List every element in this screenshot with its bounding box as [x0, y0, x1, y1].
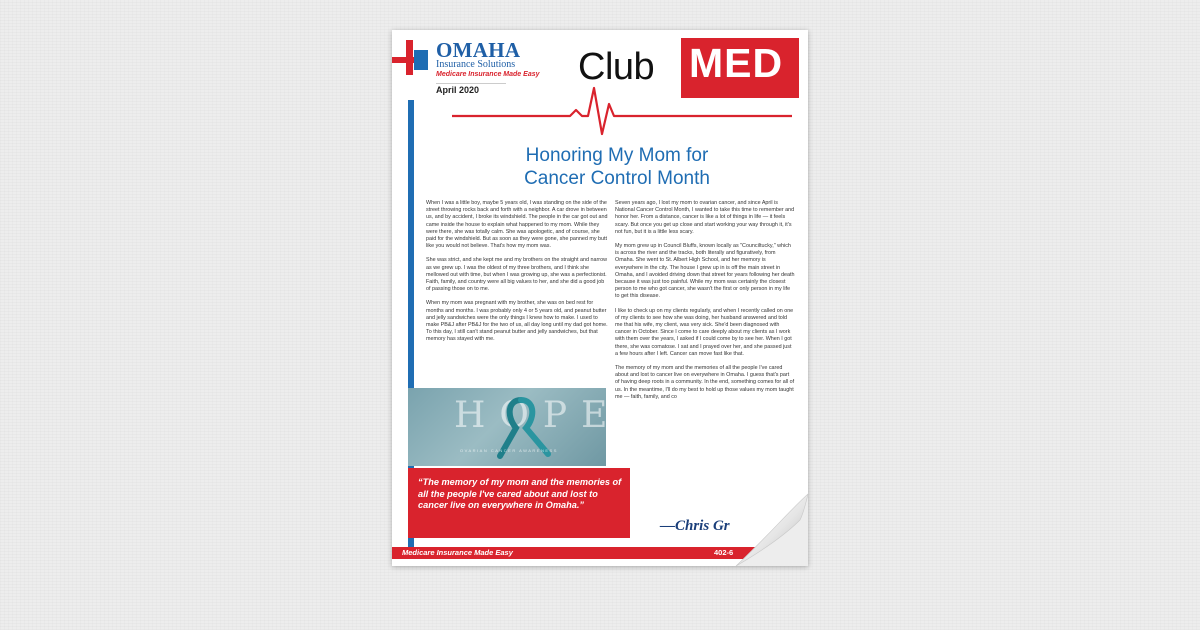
logo-subtitle: Insurance Solutions — [436, 59, 516, 70]
paragraph: She was strict, and she kept me and my brothers on the straight and narrow as we grew up. I was the oldest of my three brothers, and I think she mellowed out with time, but when I was growing up, she was a perfectionist. Faith, family, and country were all big values to her, and she did a good job of passing those on to me. — [426, 257, 607, 293]
divider — [436, 83, 506, 84]
headline-line-2: Cancer Control Month — [524, 168, 710, 189]
paragraph: When I was a little boy, maybe 5 years old, I was standing on the side of the street throwing rocks back and forth with a neighbor. A car drove in between us, and by accident, I broke its windshield. The people in the car got out and came inside the house to explain what happened to my mom. While they were there, she was totally calm. She was apologetic, and of course, she paid for the windshield. But as soon as they were gone, she panned my butt like you would not believe. That's how my mom was. — [426, 200, 608, 250]
hope-caption: OVARIAN CANCER AWARENESS — [460, 448, 558, 453]
article-column-left — [426, 200, 608, 351]
masthead-med: MED — [689, 40, 784, 86]
article-column-right — [615, 200, 795, 408]
paragraph: I like to check up on my clients regularly, and when I recently called on one of my clients to see how she was doing, her husband answered and told me that his wife, my client, was very sick. She'd been diagnosed with cancer in October. Since I come to care deeply about my clients as I work with them over the years, I asked if I could come by to see her. When I got there, she was comatose. I sat and I prayed over her, and she passed just a few hours after I left. Cancer can move fast like that. — [615, 307, 794, 357]
logo-blue-block — [414, 50, 428, 70]
hope-word: HOPE — [454, 395, 622, 436]
issue-date: April 2020 — [436, 85, 480, 95]
logo-name: OMAHA — [436, 38, 521, 62]
paragraph: The memory of my mom and the memories of all the people I've cared about and lost to cancer live on everywhere in Omaha. I guess that's part of having deep roots in a community. In the end, something comes for all of us. In the meantime, I'll do my best to hold up those values my mom taught me — faith, family, and co — [615, 365, 795, 400]
pull-quote-text: “The memory of my mom and the memories of all the people I've cared about and lost to cancer live on everywhere in Omaha.” — [418, 477, 622, 510]
page-curl-icon — [730, 490, 808, 566]
pull-quote — [408, 468, 630, 538]
hope-ribbon-image — [408, 388, 622, 466]
footer-phone: 402-6 — [714, 548, 734, 557]
paragraph: When my mom was pregnant with my brother, she was on bed rest for months and months. I was probably only 4 or 5 years old, and peanut butter and jelly sandwiches were the only things I knew how to make. I used to make PB&J after PB&J for the two of us, all day long until my dad got home. To this day, I still can't stand peanut butter and jelly sandwiches, but that memory has stayed with me. — [426, 300, 608, 343]
footer-tagline: Medicare Insurance Made Easy — [402, 548, 513, 557]
paragraph: Seven years ago, I lost my mom to ovarian cancer, and since April is National Cancer Control Month, I wanted to take this time to remember and honor her. From a distance, cancer is like a lot of things in life — it feels scary. But once you get up close and start working your way through it, it's not fun, but it is a little less scary. — [615, 200, 795, 235]
newsletter-page — [392, 30, 808, 566]
heartbeat-line-icon — [452, 86, 792, 136]
author-signature: —Chris Gr — [660, 518, 730, 534]
article-headline — [472, 144, 762, 190]
headline-line-1: Honoring My Mom for — [525, 145, 709, 166]
masthead-club: Club — [578, 46, 655, 88]
paragraph: My mom grew up in Council Bluffs, known locally as "Counciltucky," which is across the river and the tracks, both literally and figuratively, from Omaha. She went to St. Albert High School, and her memory is everywhere in the city. The house I grew up in is off the main street in Omaha, and I avoided driving down that street for years following her death because it was just too painful. While my mom was certainly the closest person to me who got cancer, she wasn't the first or only person in my life to get this disease. — [615, 243, 795, 300]
logo-tagline: Medicare Insurance Made Easy — [436, 71, 540, 78]
